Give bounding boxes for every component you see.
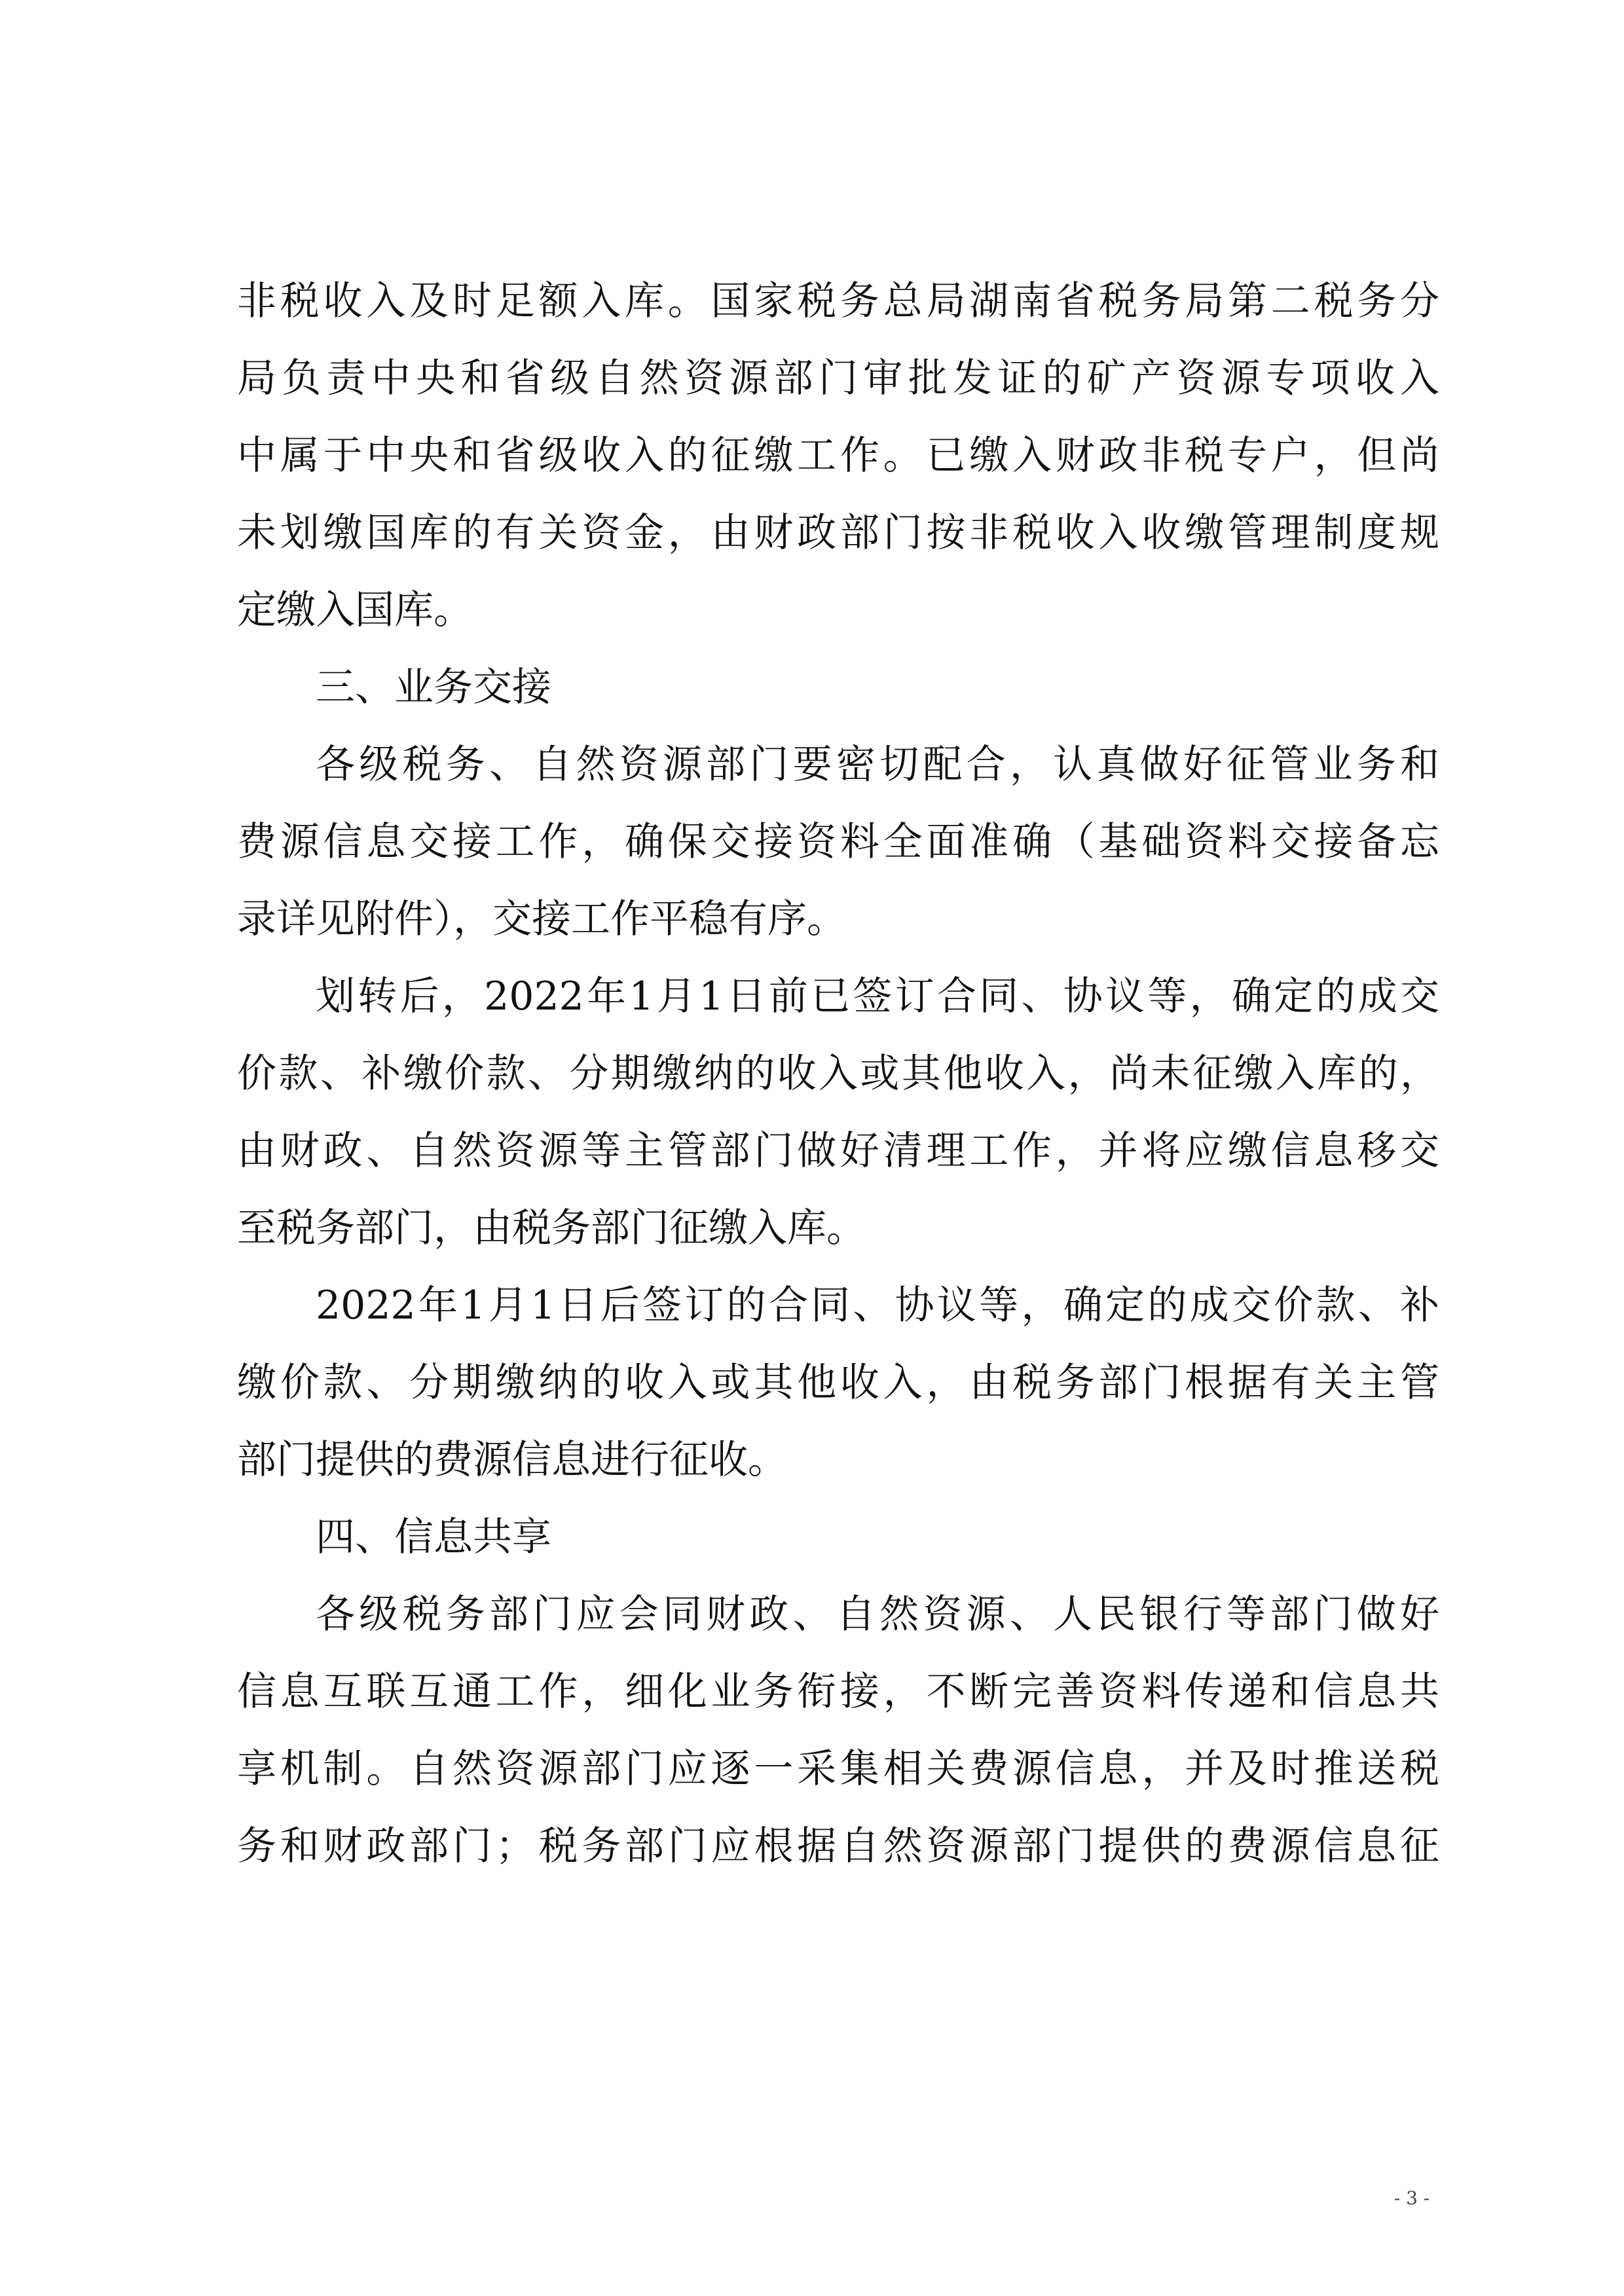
- text-line: 各级税务部门应会同财政、自然资源、人民银行等部门做好: [316, 1592, 1439, 1637]
- section-heading: 四、信息共享: [316, 1514, 551, 1560]
- section-heading: 三、业务交接: [316, 665, 551, 710]
- text-line: 非税收入及时足额入库。国家税务总局湖南省税务局第二税务分: [237, 278, 1439, 324]
- text-line: 务和财政部门；税务部门应根据自然资源部门提供的费源信息征: [237, 1823, 1439, 1869]
- page-number: - 3 -: [1393, 2187, 1430, 2209]
- text-line: 录详见附件），交接工作平稳有序。: [237, 896, 846, 942]
- text-line: 部门提供的费源信息进行征收。: [237, 1437, 787, 1483]
- text-line: 各级税务、自然资源部门要密切配合，认真做好征管业务和: [316, 742, 1439, 788]
- text-line: 费源信息交接工作，确保交接资料全面准确（基础资料交接备忘: [237, 819, 1439, 865]
- text-line: 划转后，2022年1月1日前已签订合同、协议等，确定的成交: [316, 974, 1439, 1019]
- text-line: 信息互联互通工作，细化业务衔接，不断完善资料传递和信息共: [237, 1669, 1439, 1715]
- text-line: 定缴入国库。: [237, 587, 473, 633]
- text-line: 价款、补缴价款、分期缴纳的收入或其他收入，尚未征缴入库的，: [237, 1051, 1439, 1097]
- text-line: 未划缴国库的有关资金，由财政部门按非税收入收缴管理制度规: [237, 510, 1439, 556]
- text-line: 局负责中央和省级自然资源部门审批发证的矿产资源专项收入: [237, 355, 1439, 401]
- text-line: 2022年1月1日后签订的合同、协议等，确定的成交价款、补: [316, 1283, 1439, 1328]
- text-line: 由财政、自然资源等主管部门做好清理工作，并将应缴信息移交: [237, 1128, 1439, 1174]
- text-line: 享机制。自然资源部门应逐一采集相关费源信息，并及时推送税: [237, 1746, 1439, 1792]
- text-line: 缴价款、分期缴纳的收入或其他收入，由税务部门根据有关主管: [237, 1360, 1439, 1406]
- text-line: 中属于中央和省级收入的征缴工作。已缴入财政非税专户，但尚: [237, 433, 1439, 479]
- text-line: 至税务部门，由税务部门征缴入库。: [237, 1205, 866, 1251]
